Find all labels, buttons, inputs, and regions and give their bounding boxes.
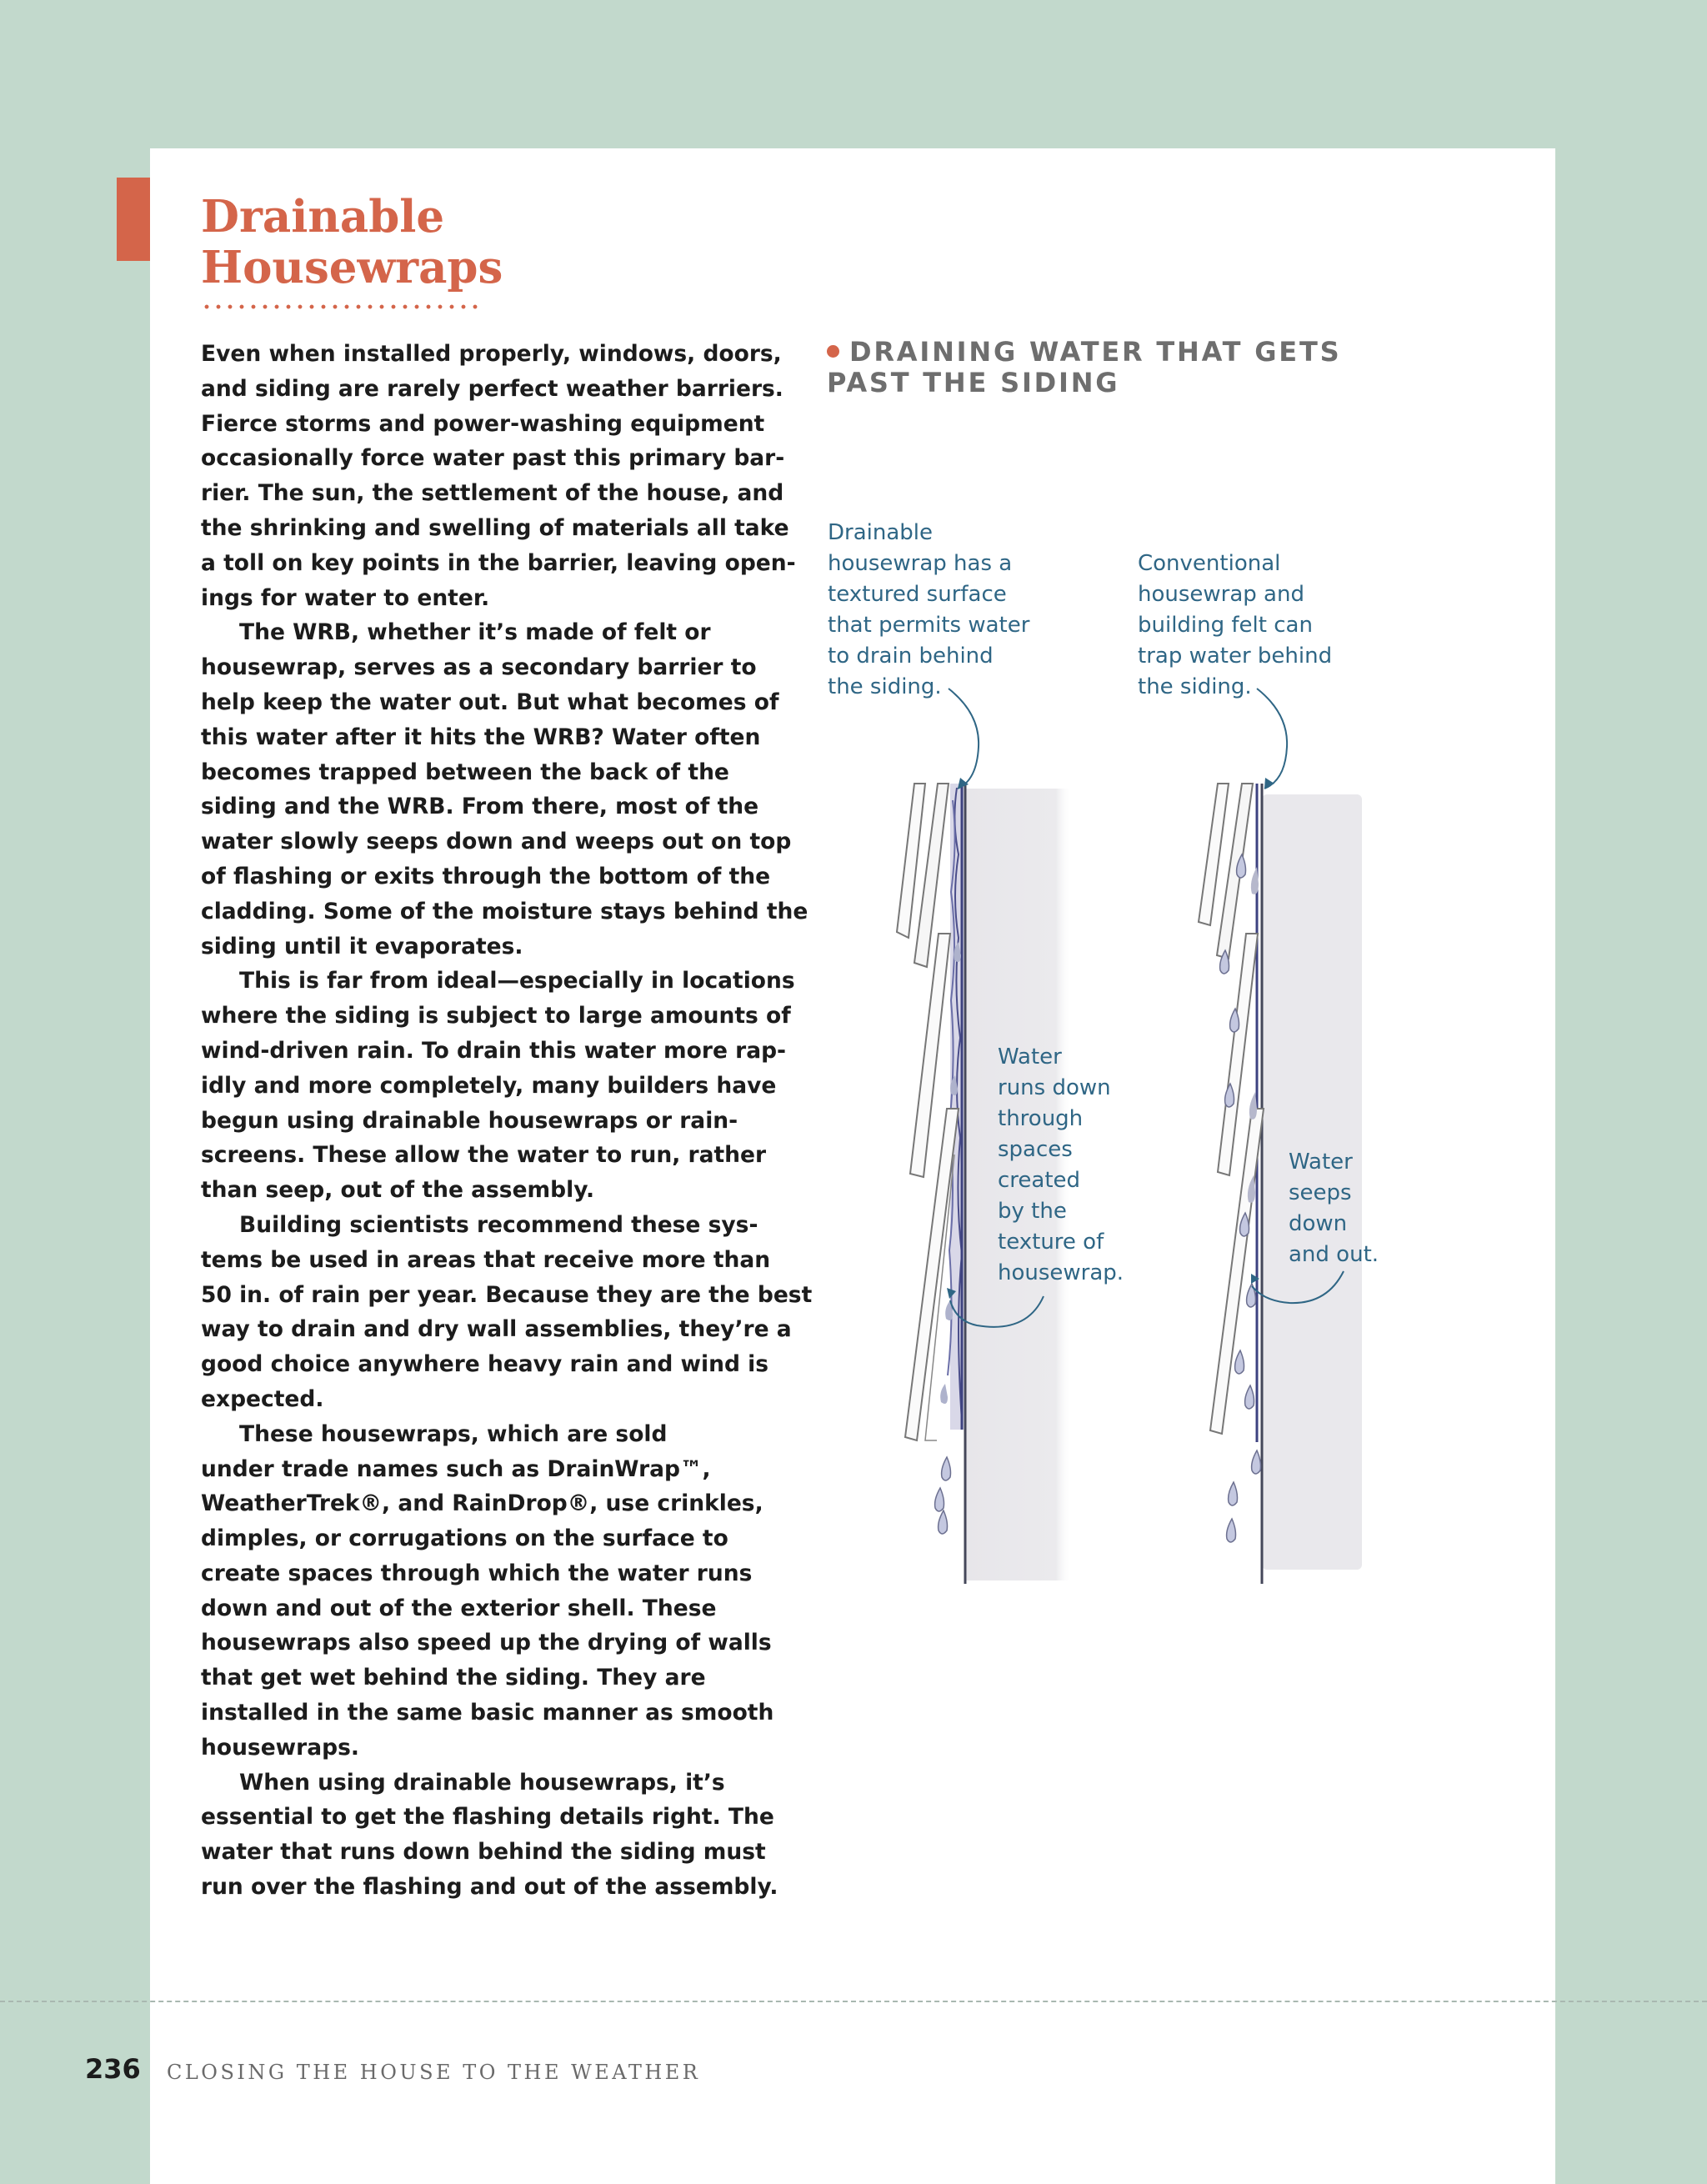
body-line: When using drainable housewraps, it’s — [239, 1769, 725, 1796]
callout-line: by the — [998, 1199, 1067, 1224]
callout-line: runs down — [998, 1075, 1111, 1100]
body-line: WeatherTrek®, and RainDrop®, use crinkles, — [201, 1490, 763, 1517]
callout-line: texture of — [998, 1230, 1104, 1255]
callout-line: the siding. — [1138, 674, 1252, 699]
section-title-line-2: Housewraps — [201, 242, 503, 293]
body-line: expected. — [201, 1385, 324, 1412]
body-line: essential to get the flashing details right. The — [201, 1804, 774, 1831]
body-line: 50 in. of rain per year. Because they are the best — [201, 1281, 813, 1308]
callout-runs-down — [998, 1042, 1124, 1289]
leader-conventional — [1257, 689, 1287, 789]
callout-line: trap water behind — [1138, 644, 1333, 669]
body-line: water slowly seeps down and weeps out on top — [201, 829, 792, 855]
body-line: Building scientists recommend these sys- — [239, 1211, 758, 1238]
callout-seeps — [1289, 1147, 1379, 1270]
body-line: way to drain and dry wall assemblies, they’re a — [201, 1316, 792, 1343]
body-line: where the siding is subject to large amounts of — [201, 1003, 791, 1029]
body-line: ings for water to enter. — [201, 584, 490, 611]
callout-line: housewrap and — [1138, 582, 1304, 607]
body-line: dimples, or corrugations on the surface to — [201, 1525, 728, 1552]
body-line: of flashing or exits through the bottom of the — [201, 863, 771, 889]
callout-drainable — [828, 518, 1029, 703]
callout-line: that permits water — [828, 613, 1030, 638]
callout-line: housewrap. — [998, 1260, 1124, 1285]
page-number: 236 — [85, 2053, 141, 2085]
callout-line: and out. — [1289, 1242, 1379, 1267]
callout-line: Water — [998, 1044, 1062, 1069]
body-line: run over the flashing and out of the assembly. — [201, 1874, 778, 1901]
running-head: CLOSING THE HOUSE TO THE WEATHER — [167, 2061, 701, 2084]
section-title-line-1: Drainable — [201, 191, 445, 243]
body-line: These housewraps, which are sold — [239, 1420, 668, 1447]
footer-dashed-rule — [0, 2001, 1707, 2002]
body-line: housewraps. — [201, 1734, 359, 1761]
figure-title-line-1: DRAINING WATER THAT GETS — [849, 336, 1342, 368]
body-line: idly and more completely, many builders have — [201, 1072, 777, 1099]
body-line: occasionally force water past this primary bar- — [201, 445, 785, 472]
body-line: create spaces through which the water runs — [201, 1560, 753, 1586]
body-line: Even when installed properly, windows, doors, — [201, 341, 782, 367]
callout-conventional — [1138, 549, 1332, 703]
callout-line: created — [998, 1168, 1081, 1193]
body-line: rier. The sun, the settlement of the house, and — [201, 480, 784, 507]
callout-line: Water — [1289, 1150, 1353, 1175]
body-line: becomes trapped between the back of the — [201, 759, 729, 785]
body-line: the shrinking and swelling of materials all take — [201, 514, 789, 541]
body-line: a toll on key points in the barrier, leaving open- — [201, 549, 796, 576]
callout-line: textured surface — [828, 582, 1007, 607]
body-line: housewrap, serves as a secondary barrier to — [201, 654, 757, 681]
body-line: good choice anywhere heavy rain and wind is — [201, 1351, 769, 1378]
figure-title-line-2: PAST THE SIDING — [827, 367, 1120, 398]
callout-line: down — [1289, 1211, 1348, 1236]
body-line: than seep, out of the assembly. — [201, 1177, 595, 1204]
body-line: tems be used in areas that receive more than — [201, 1246, 771, 1273]
callout-line: Conventional — [1138, 551, 1281, 576]
body-line: begun using drainable housewraps or rain- — [201, 1107, 738, 1134]
body-line: The WRB, whether it’s made of felt or — [239, 619, 711, 646]
body-line: wind-driven rain. To drain this water more rap- — [201, 1037, 787, 1064]
body-line: siding until it evaporates. — [201, 933, 523, 959]
body-line: and siding are rarely perfect weather barriers. — [201, 375, 783, 402]
body-line: down and out of the exterior shell. These — [201, 1595, 717, 1621]
callout-line: Drainable — [828, 520, 934, 545]
callout-line: housewrap has a — [828, 551, 1013, 576]
callout-line: building felt can — [1138, 613, 1313, 638]
callout-line: spaces — [998, 1137, 1073, 1162]
body-line: Fierce storms and power-washing equipment — [201, 410, 765, 437]
body-line: siding and the WRB. From there, most of the — [201, 794, 759, 820]
body-line: housewraps also speed up the drying of walls — [201, 1630, 772, 1656]
body-line: This is far from ideal—especially in locations — [239, 968, 795, 994]
body-line: water that runs down behind the siding must — [201, 1839, 766, 1866]
callout-line: the siding. — [828, 674, 942, 699]
body-line: cladding. Some of the moisture stays behind the — [201, 898, 808, 924]
callout-line: seeps — [1289, 1180, 1352, 1205]
body-line: installed in the same basic manner as smooth — [201, 1700, 774, 1726]
body-line: screens. These allow the water to run, rather — [201, 1142, 767, 1169]
body-line: this water after it hits the WRB? Water often — [201, 724, 761, 750]
body-line: help keep the water out. But what becomes of — [201, 689, 779, 715]
callout-line: to drain behind — [828, 644, 994, 669]
body-line: that get wet behind the siding. They are — [201, 1665, 706, 1691]
leader-drainable — [949, 689, 979, 789]
body-line: under trade names such as DrainWrap™, — [201, 1455, 711, 1482]
callout-line: through — [998, 1106, 1084, 1131]
